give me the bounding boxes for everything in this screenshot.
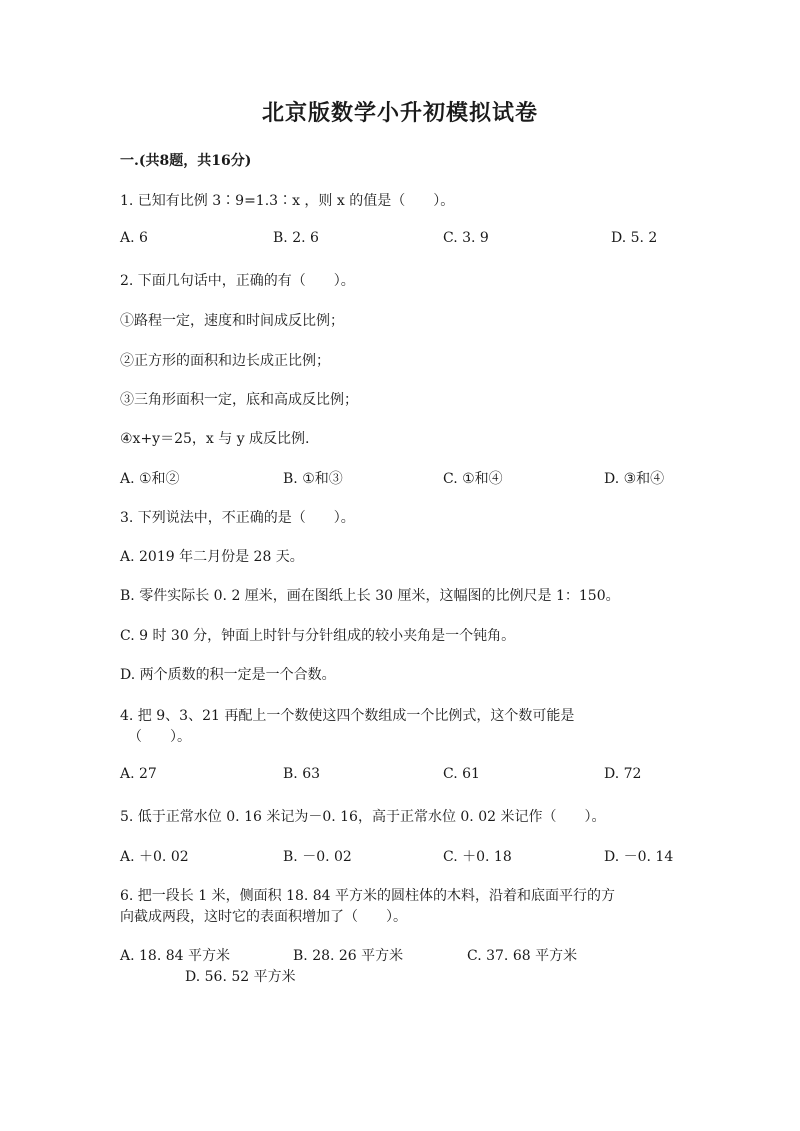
question-6-option-c: C. 37. 68 平方米: [467, 948, 578, 964]
question-6-option-a: A. 18. 84 平方米: [120, 948, 230, 964]
question-2-option-c: C. ①和④: [443, 471, 503, 487]
question-4-stem-line-2: （ ）。: [128, 729, 191, 745]
question-1-option-c: C. 3. 9: [443, 230, 489, 246]
question-2-option-a: A. ①和②: [120, 471, 180, 487]
question-3-option-a: A. 2019 年二月份是 28 天。: [120, 549, 304, 565]
question-4-stem-line-1: 4. 把 9、3、21 再配上一个数使这四个数组成一个比例式，这个数可能是: [120, 708, 575, 724]
section-heading: 一.(共8题，共16分): [120, 153, 252, 169]
question-1-stem: 1. 已知有比例 3∶9=1.3∶x ，则 x 的值是（ ）。: [120, 193, 455, 209]
question-4-option-a: A. 27: [120, 766, 157, 782]
question-1-option-a: A. 6: [120, 230, 148, 246]
question-2-option-d: D. ③和④: [604, 471, 665, 487]
question-5-option-c: C. ＋0. 18: [443, 849, 512, 865]
question-2-statement-4: ④x+y＝25，x 与 y 成反比例.: [120, 431, 310, 447]
page-title: 北京版数学小升初模拟试卷: [261, 100, 538, 126]
question-1-option-b: B. 2. 6: [273, 230, 319, 246]
question-2-statement-2: ②正方形的面积和边长成正比例；: [120, 353, 330, 369]
question-2-statement-1: ①路程一定，速度和时间成反比例；: [120, 313, 344, 329]
question-3-stem: 3. 下列说法中，不正确的是（ ）。: [120, 510, 355, 526]
question-2-statement-3: ③三角形面积一定，底和高成反比例；: [120, 392, 358, 408]
question-2-option-b: B. ①和③: [283, 471, 343, 487]
question-6-option-d: D. 56. 52 平方米: [185, 969, 296, 985]
question-4-option-c: C. 61: [443, 766, 480, 782]
question-5-option-b: B. －0. 02: [283, 849, 352, 865]
question-6-stem-line-2: 向截成两段，这时它的表面积增加了（ ）。: [120, 909, 407, 925]
question-4-option-d: D. 72: [604, 766, 642, 782]
question-5-option-a: A. ＋0. 02: [120, 849, 189, 865]
question-3-option-d: D. 两个质数的积一定是一个合数。: [120, 667, 336, 683]
question-5-option-d: D. －0. 14: [604, 849, 674, 865]
question-3-option-b: B. 零件实际长 0. 2 厘米，画在图纸上长 30 厘米，这幅图的比例尺是 1：150。: [120, 588, 620, 604]
question-2-stem: 2. 下面几句话中，正确的有（ ）。: [120, 273, 355, 289]
question-5-stem: 5. 低于正常水位 0. 16 米记为－0. 16，高于正常水位 0. 02 米记作（ ）。: [120, 809, 606, 825]
question-1-option-d: D. 5. 2: [611, 230, 658, 246]
question-6-option-b: B. 28. 26 平方米: [293, 948, 404, 964]
question-3-option-c: C. 9 时 30 分，钟面上时针与分针组成的较小夹角是一个钝角。: [120, 628, 516, 644]
question-6-stem-line-1: 6. 把一段长 1 米，侧面积 18. 84 平方米的圆柱体的木料，沿着和底面平行的方: [120, 888, 616, 904]
question-4-option-b: B. 63: [283, 766, 321, 782]
